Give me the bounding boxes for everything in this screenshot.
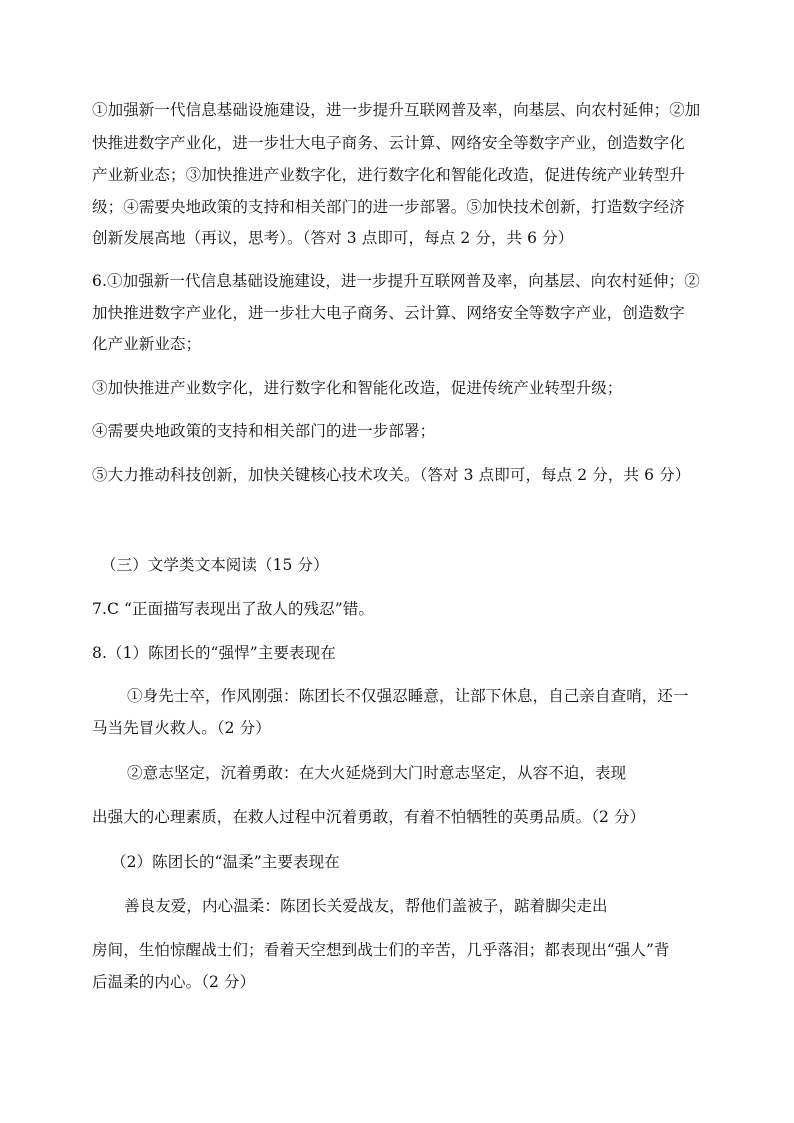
answer-8-2-line-3: 后温柔的内心。（2 分） (92, 973, 256, 991)
answer-5-line-2: 快推进数字产业化，进一步壮大电子商务、云计算、网络安全等数字产业，创造数字化 (92, 134, 685, 152)
answer-5-line-5: 创新发展高地（再议，思考）。（答对 3 点即可，每点 2 分，共 6 分） (92, 229, 574, 247)
answer-8-2-heading: （2）陈团长的“温柔”主要表现在 (111, 853, 340, 871)
answer-8-1-point-2-line-2: 出强大的心理素质，在救人过程中沉着勇敢，有着不怕牺牲的英勇品质。（2 分） (92, 808, 646, 826)
answer-5-line-4: 级；④需要央地政策的支持和相关部门的进一步部署。⑤加快技术创新，打造数字经济 (92, 198, 685, 216)
answer-8-2-line-1: 善良友爱，内心温柔：陈团长关爱战友，帮他们盖被子，踮着脚尖走出 (124, 897, 608, 915)
answer-5-line-3: 产业新业态；③加快推进产业数字化，进行数字化和智能化改造，促进传统产业转型升 (92, 166, 685, 184)
answer-8-1-point-2-line-1: ②意志坚定，沉着勇敢：在大火延烧到大门时意志坚定，从容不迫，表现 (127, 764, 627, 782)
answer-8-1-point-1-line-1: ①身先士卒，作风刚强：陈团长不仅强忍睡意，让部下休息，自己亲自查哨，还一 (127, 687, 689, 705)
answer-6-line-3: 化产业新业态； (92, 335, 202, 353)
answer-6-line-2: 加快推进数字产业化，进一步壮大电子商务、云计算、网络安全等数字产业，创造数字 (92, 304, 685, 322)
answer-6-line-1: 6.①加强新一代信息基础设施建设，进一步提升互联网普及率，向基层、向农村延伸；② (92, 272, 700, 290)
answer-5-line-1: ①加强新一代信息基础设施建设，进一步提升互联网普及率，向基层、向农村延伸；②加 (92, 101, 701, 119)
answer-6-point-4: ④需要央地政策的支持和相关部门的进一步部署； (92, 422, 436, 440)
section-heading: （三）文学类文本阅读（15 分） (101, 556, 329, 574)
answer-7: 7.C “正面描写表现出了敌人的残忍”错。 (92, 600, 375, 618)
answer-8-1-point-1-line-2: 马当先冒火救人。（2 分） (92, 719, 271, 737)
answer-8-2-line-2: 房间，生怕惊醒战士们；看着天空想到战士们的辛苦，几乎落泪；都表现出“强人”背 (92, 941, 670, 959)
answer-6-point-5: ⑤大力推动科技创新，加快关键核心技术攻关。（答对 3 点即可，每点 2 分，共 6 分） (92, 466, 691, 484)
answer-8-1-heading: 8.（1）陈团长的“强悍”主要表现在 (92, 644, 336, 662)
answer-6-point-3: ③加快推进产业数字化，进行数字化和智能化改造，促进传统产业转型升级； (92, 379, 623, 397)
